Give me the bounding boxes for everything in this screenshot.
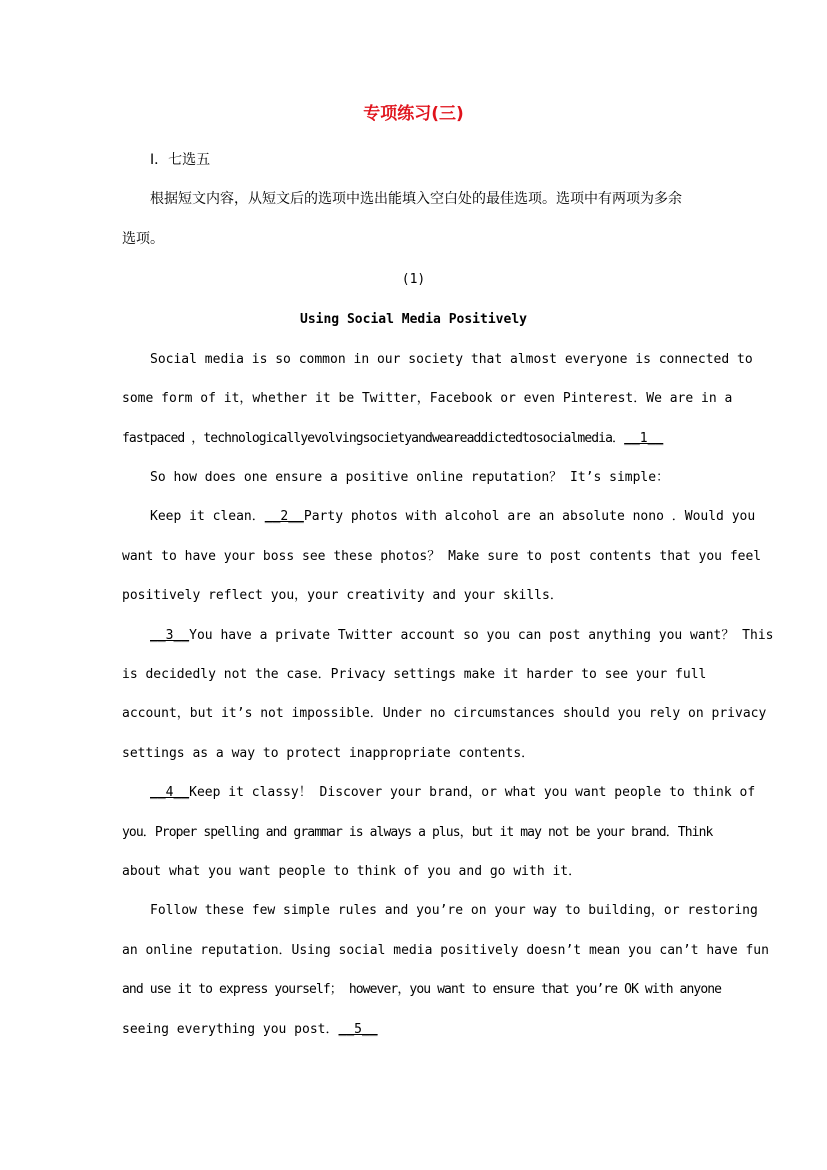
passage-title: Using Social Media Positively <box>300 312 527 327</box>
p4-line-1 <box>150 628 774 644</box>
p3-line-1 <box>150 509 755 525</box>
p6-line-4 <box>122 1022 378 1038</box>
p5-line-1 <box>150 785 755 801</box>
blank-4: __4__ <box>150 785 190 800</box>
instruction-line-2: 选项。 <box>122 231 164 247</box>
p1-line-2: some form of it，whether it be Twitter，Facebook or even Pinterest．We are in a <box>122 391 733 406</box>
p5-line-1-rest: Keep it classy！ Discover your brand，or what you want people to think of <box>189 785 756 800</box>
p1-line-3-text: fastpaced ，technologicallyevolvingsocietyandweareaddictedtosocialmedia． <box>122 431 625 446</box>
blank-3: __3__ <box>150 628 190 643</box>
p6-line-1: Follow these few simple rules and you’re on your way to building，or restoring <box>150 903 758 918</box>
p4-line-2: is decidedly not the case．Privacy settings make it harder to see your full <box>122 667 707 682</box>
p5-line-2: you．Proper spelling and grammar is always a plus，but it may not be your brand．Think <box>122 825 713 840</box>
blank-1: __1__ <box>624 431 664 446</box>
p1-line-1: Social media is so common in our society that almost everyone is connected to <box>150 352 753 367</box>
p3-line-2: want to have your boss see these photos？ Make sure to post contents that you feel <box>122 549 762 564</box>
p6-line-2: an online reputation．Using social media positively doesn’t mean you can’t have fun <box>122 943 769 958</box>
p3-line-3: positively reflect you，your creativity and your skills． <box>122 588 563 603</box>
p4-line-4: settings as a way to protect inappropriate contents． <box>122 746 535 761</box>
section-heading: Ⅰ．七选五 <box>150 152 211 168</box>
document-title: 专项练习(三) <box>363 104 464 124</box>
p4-line-3: account，but it’s not impossible．Under no circumstances should you rely on privacy <box>122 706 767 721</box>
p6-line-3: and use it to express yourself； however，you want to ensure that you’re OK with anyone <box>122 982 722 997</box>
p6-line-4-prefix: seeing everything you post． <box>122 1022 339 1037</box>
p5-line-3: about what you want people to think of you and go with it． <box>122 864 582 879</box>
p4-line-1-rest: You have a private Twitter account so you can post anything you want？ This <box>189 628 774 643</box>
instruction-line-1: 根据短文内容，从短文后的选项中选出能填入空白处的最佳选项。选项中有两项为多余 <box>150 191 682 207</box>
passage-number: (1) <box>401 272 426 287</box>
p2-line-1: So how does one ensure a positive online reputation？ It’s simple： <box>150 470 670 485</box>
blank-5: __5__ <box>338 1022 378 1037</box>
p3-line-1-rest: Party photos with alcohol are an absolute nono ．Would you <box>303 509 756 524</box>
p3-prefix: Keep it clean． <box>150 509 265 524</box>
p1-line-3 <box>122 431 663 447</box>
blank-2: __2__ <box>264 509 304 524</box>
